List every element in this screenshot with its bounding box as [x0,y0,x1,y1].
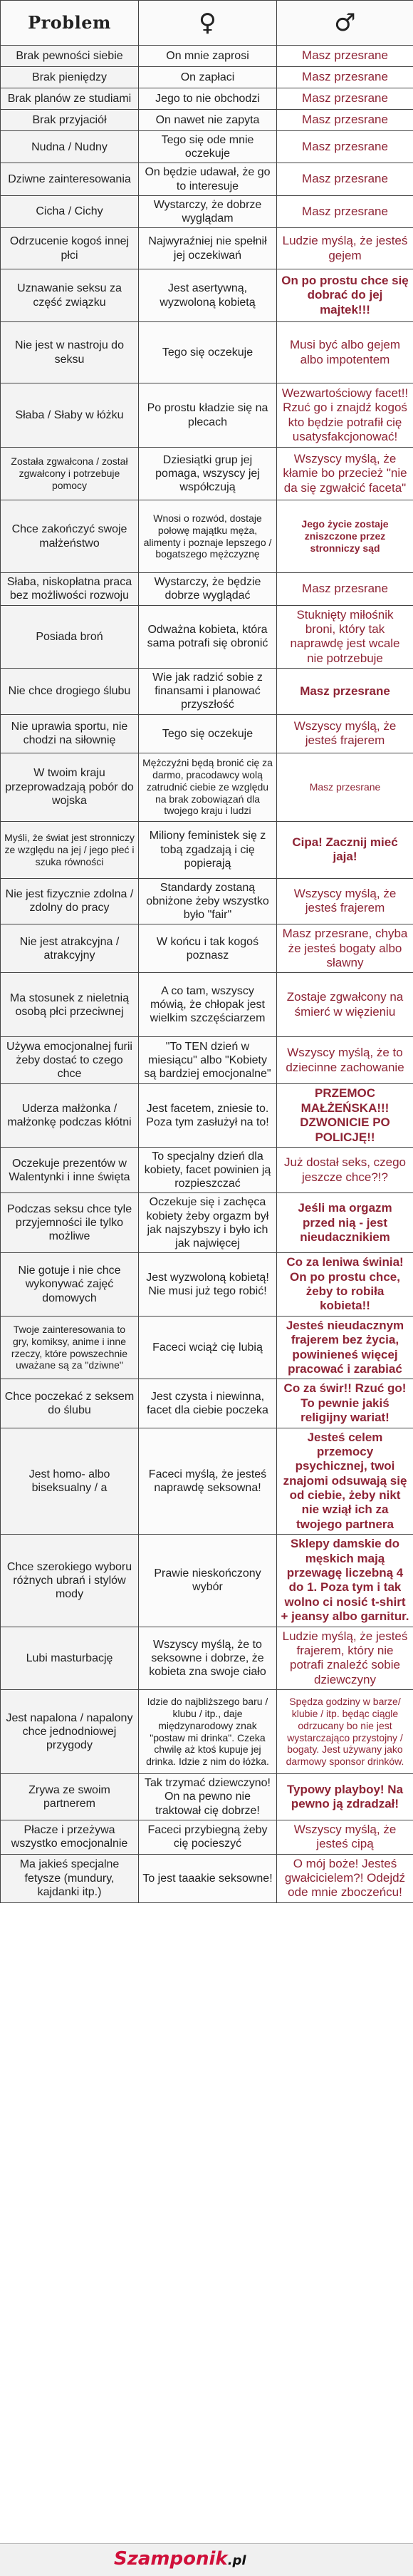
table-row [1,163,413,195]
male-cell: Masz przesrane [277,46,413,67]
table-row [1,1193,413,1253]
male-symbol-icon: ♂ [334,9,355,37]
male-cell: Zostaje zgwałcony na śmierć w więzieniu [277,973,413,1037]
table-row [1,67,413,88]
problem-cell: Brak pieniędzy [1,67,139,88]
female-cell: Miliony feministek się z tobą zgadzają i cię popierają [139,821,277,878]
female-cell: Prawie nieskończony wybór [139,1535,277,1627]
male-cell: Jesteś celem przemocy psychicznej, twoi znajomi odsuwają się od ciebie, żeby nikt nie wziął ich za twojego partnera [277,1428,413,1535]
problem-cell: Posiada broń [1,605,139,669]
table-row [1,573,413,605]
problem-cell: Chce szerokiego wyboru różnych ubrań i stylów mody [1,1535,139,1627]
female-cell: Wnosi o rozwód, dostaje połowę majątku męża, alimenty i poznaje lepszego / bogatszego mężczyznę [139,500,277,573]
problem-cell: Oczekuje prezentów w Walentynki i inne święta [1,1147,139,1193]
male-cell: Wszyscy myślą, że jesteś cipą [277,1820,413,1854]
problem-cell: Ma jakieś specjalne fetysze (mundury, kajdanki itp.) [1,1854,139,1902]
problem-cell: Cicha / Cichy [1,195,139,227]
female-cell: On mnie zaprosi [139,46,277,67]
table-row [1,110,413,131]
male-cell: Wszyscy myślą, że jesteś frajerem [277,878,413,924]
table-row [1,1774,413,1820]
male-cell: Masz przesrane, chyba że jesteś bogaty albo sławny [277,924,413,973]
female-cell: Tego się oczekuje [139,322,277,383]
site-logo [114,2548,246,2570]
problem-cell: Słaba / Słaby w łóżku [1,383,139,448]
female-cell: A co tam, wszyscy mówią, że chłopak jest wielkim szczęściarzem [139,973,277,1037]
male-cell: Ludzie myślą, że jesteś gejem [277,228,413,269]
table-row [1,1147,413,1193]
female-cell: Najwyraźniej nie spełnił jej oczekiwań [139,228,277,269]
female-cell: Jest facetem, zniesie to. Poza tym zasłużył na to! [139,1084,277,1148]
problem-cell: Uznawanie seksu za część związku [1,269,139,322]
problem-cell: Twoje zainteresowania to gry, komiksy, anime i inne rzeczy, które powszechnie uważane są za "dziwne" [1,1316,139,1379]
male-cell: Wszyscy myślą, że jesteś frajerem [277,714,413,753]
male-cell: Sklepy damskie do męskich mają przewagę liczebną 4 do 1. Poza tym i tak wolno ci nosić t-shirt + jeansy albo garnitur. [277,1535,413,1627]
male-cell: Co za leniwa świnia! On po prostu chce, żeby to robiła kobieta!! [277,1253,413,1317]
table-row [1,269,413,322]
table-row [1,1084,413,1148]
female-cell: Tak trzymać dziewczyno! On na pewno nie traktował cię dobrze! [139,1774,277,1820]
male-cell: Już dostał seks, czego jeszcze chce?!? [277,1147,413,1193]
female-cell: "To TEN dzień w miesiącu" albo "Kobiety są bardziej emocjonalne" [139,1037,277,1084]
problem-cell: Nie jest w nastroju do seksu [1,322,139,383]
table-row [1,448,413,500]
problem-cell: Jest napalona / napalony chce jednodniowej przygody [1,1690,139,1774]
logo-text: Szamponik [114,2548,228,2570]
male-cell: Cipa! Zacznij mieć jaja! [277,821,413,878]
table-row [1,88,413,110]
male-cell: Masz przesrane [277,669,413,715]
problem-cell: Ma stosunek z nieletnią osobą płci przeciwnej [1,973,139,1037]
female-cell: W końcu i tak kogoś poznasz [139,924,277,973]
table-row [1,1379,413,1428]
table-row [1,1428,413,1535]
female-cell: Jest czysta i niewinna, facet dla ciebie poczeka [139,1379,277,1428]
male-cell: Ludzie myślą, że jesteś frajerem, który nie potrafi znaleźć sobie dziewczyny [277,1627,413,1690]
female-cell: On nawet nie zapyta [139,110,277,131]
problem-cell: Nie gotuje i nie chce wykonywać zajęć domowych [1,1253,139,1317]
table-row [1,1690,413,1774]
problem-cell: Płacze i przeżywa wszystko emocjonalnie [1,1820,139,1854]
male-cell: Masz przesrane [277,195,413,227]
male-cell: Spędza godziny w barze/ klubie / itp. będąc ciągle odrzucany bo nie jest wystarczająco przystojny / bogaty. Jest używany jako darmowy sponsor drinków. [277,1690,413,1774]
female-header [139,1,277,46]
male-cell: Jeśli ma orgazm przed nią - jest nieudacznikiem [277,1193,413,1253]
problem-cell: Podczas seksu chce tyle przyjemności ile tylko możliwe [1,1193,139,1253]
table-row [1,669,413,715]
female-cell: Wszyscy myślą, że to seksowne i dobrze, że kobieta zna swoje ciało [139,1627,277,1690]
female-cell: Faceci myślą, że jesteś naprawdę seksowna! [139,1428,277,1535]
problem-cell: Brak przyjaciół [1,110,139,131]
problem-cell: Myśli, że świat jest stronniczy ze względu na jej / jego płeć i szuka równości [1,821,139,878]
table-row [1,131,413,163]
table-row [1,383,413,448]
male-cell: Masz przesrane [277,110,413,131]
problem-cell: Nudna / Nudny [1,131,139,163]
problem-cell: Brak planów ze studiami [1,88,139,110]
male-cell: Musi być albo gejem albo impotentem [277,322,413,383]
male-cell: PRZEMOC MAŁŻEŃSKA!!! DZWONICIE PO POLICJĘ!! [277,1084,413,1148]
problem-cell: Chce zakończyć swoje małżeństwo [1,500,139,573]
table-row [1,1627,413,1690]
table-row [1,878,413,924]
table-row [1,228,413,269]
table-row [1,1316,413,1379]
female-cell: Jest asertywną, wyzwoloną kobietą [139,269,277,322]
female-cell: Wystarczy, że będzie dobrze wyglądać [139,573,277,605]
male-cell: On po prostu chce się dobrać do jej majtek!!! [277,269,413,322]
table-row [1,605,413,669]
female-cell: Dziesiątki grup jej pomaga, wszyscy jej współczują [139,448,277,500]
female-cell: On zapłaci [139,67,277,88]
problem-cell: Odrzucenie kogoś innej płci [1,228,139,269]
problem-cell: Brak pewności siebie [1,46,139,67]
problem-cell: Lubi masturbację [1,1627,139,1690]
female-symbol-icon: ♀ [199,9,216,37]
male-cell: Wszyscy myślą, że kłamie bo przecież "nie da się zgwałcić faceta" [277,448,413,500]
problem-cell: Dziwne zainteresowania [1,163,139,195]
table-body [1,46,413,1903]
female-cell: Faceci przybiegną żeby cię pocieszyć [139,1820,277,1854]
male-cell: Masz przesrane [277,163,413,195]
male-cell: Masz przesrane [277,67,413,88]
problem-cell: Słaba, niskopłatna praca bez możliwości rozwoju [1,573,139,605]
problem-cell: Używa emocjonalnej furii żeby dostać to czego chce [1,1037,139,1084]
logo-suffix: .pl [228,2553,246,2568]
female-cell: Jest wyzwoloną kobietą! Nie musi już tego robić! [139,1253,277,1317]
male-cell: Wezwartościowy facet!! Rzuć go i znajdź kogoś kto będzie potrafił cię usatysfakcjonować! [277,383,413,448]
problem-cell: Została zgwałcona / został zgwałcony i potrzebuje pomocy [1,448,139,500]
table-row [1,1535,413,1627]
problem-cell: Nie chce drogiego ślubu [1,669,139,715]
table-row [1,973,413,1037]
female-cell: Tego się ode mnie oczekuje [139,131,277,163]
problem-cell: W twoim kraju przeprowadzają pobór do wojska [1,753,139,821]
problem-cell: Uderza małżonka / małżonkę podczas kłótni [1,1084,139,1148]
male-cell: Masz przesrane [277,131,413,163]
female-cell: Tego się oczekuje [139,714,277,753]
male-cell: Wszyscy myślą, że to dziecinne zachowanie [277,1037,413,1084]
table-row [1,1037,413,1084]
problem-header [1,1,139,46]
problem-cell: Chce poczekać z seksem do ślubu [1,1379,139,1428]
female-cell: Po prostu kładzie się na plecach [139,383,277,448]
problem-cell: Nie uprawia sportu, nie chodzi na siłownię [1,714,139,753]
female-cell: Wie jak radzić sobie z finansami i planować przyszłość [139,669,277,715]
female-cell: Jego to nie obchodzi [139,88,277,110]
female-cell: Odważna kobieta, która sama potrafi się obronić [139,605,277,669]
male-cell: Typowy playboy! Na pewno ją zdradzał! [277,1774,413,1820]
female-cell: Mężczyźni będą bronić cię za darmo, pracodawcy wolą zatrudnić ciebie ze względu na brak zobowiązań dla twojego kraju i ludzi [139,753,277,821]
problem-header-label: Problem [28,12,111,33]
male-cell: Jesteś nieudacznym frajerem bez życia, powinieneś więcej pracować i zarabiać [277,1316,413,1379]
female-cell: To specjalny dzień dla kobiety, facet powinien ją rozpieszczać [139,1147,277,1193]
male-cell: Masz przesrane [277,753,413,821]
male-cell: Masz przesrane [277,88,413,110]
table-row [1,1253,413,1317]
table-row [1,821,413,878]
male-cell: Jego życie zostaje zniszczone przez stronniczy sąd [277,500,413,573]
female-cell: Faceci wciąż cię lubią [139,1316,277,1379]
table-row [1,753,413,821]
header-row [1,1,413,46]
female-cell: Wystarczy, że dobrze wyglądam [139,195,277,227]
footer-bar [0,2543,413,2576]
male-cell: Stuknięty miłośnik broni, który tak naprawdę jest wcale nie potrzebuje [277,605,413,669]
table-row [1,500,413,573]
male-header [277,1,413,46]
table-row [1,322,413,383]
female-cell: To jest taaakie seksowne! [139,1854,277,1902]
problem-cell: Zrywa ze swoim partnerem [1,1774,139,1820]
table-row [1,1854,413,1902]
problem-cell: Jest homo- albo biseksualny / a [1,1428,139,1535]
male-cell: O mój boże! Jesteś gwałcicielem?! Odejdź ode mnie zboczeńcu! [277,1854,413,1902]
problem-cell: Nie jest fizycznie zdolna / zdolny do pracy [1,878,139,924]
table-row [1,1820,413,1854]
table-row [1,195,413,227]
male-cell: Co za świr!! Rzuć go! To pewnie jakiś religijny wariat! [277,1379,413,1428]
female-cell: On będzie udawał, że go to interesuje [139,163,277,195]
male-cell: Masz przesrane [277,573,413,605]
female-cell: Idzie do najbliższego baru / klubu / itp., daje międzynarodowy znak "postaw mi drinka". Czeka chwilę aż ktoś kupuje jej drinka. Idzie z nim do łóżka. [139,1690,277,1774]
table-row [1,46,413,67]
table-row [1,714,413,753]
table-row [1,924,413,973]
female-cell: Oczekuje się i zachęca kobiety żeby orgazm był jak najszybszy i było ich jak najwięcej [139,1193,277,1253]
problem-cell: Nie jest atrakcyjna / atrakcyjny [1,924,139,973]
female-cell: Standardy zostaną obniżone żeby wszystko było "fair" [139,878,277,924]
